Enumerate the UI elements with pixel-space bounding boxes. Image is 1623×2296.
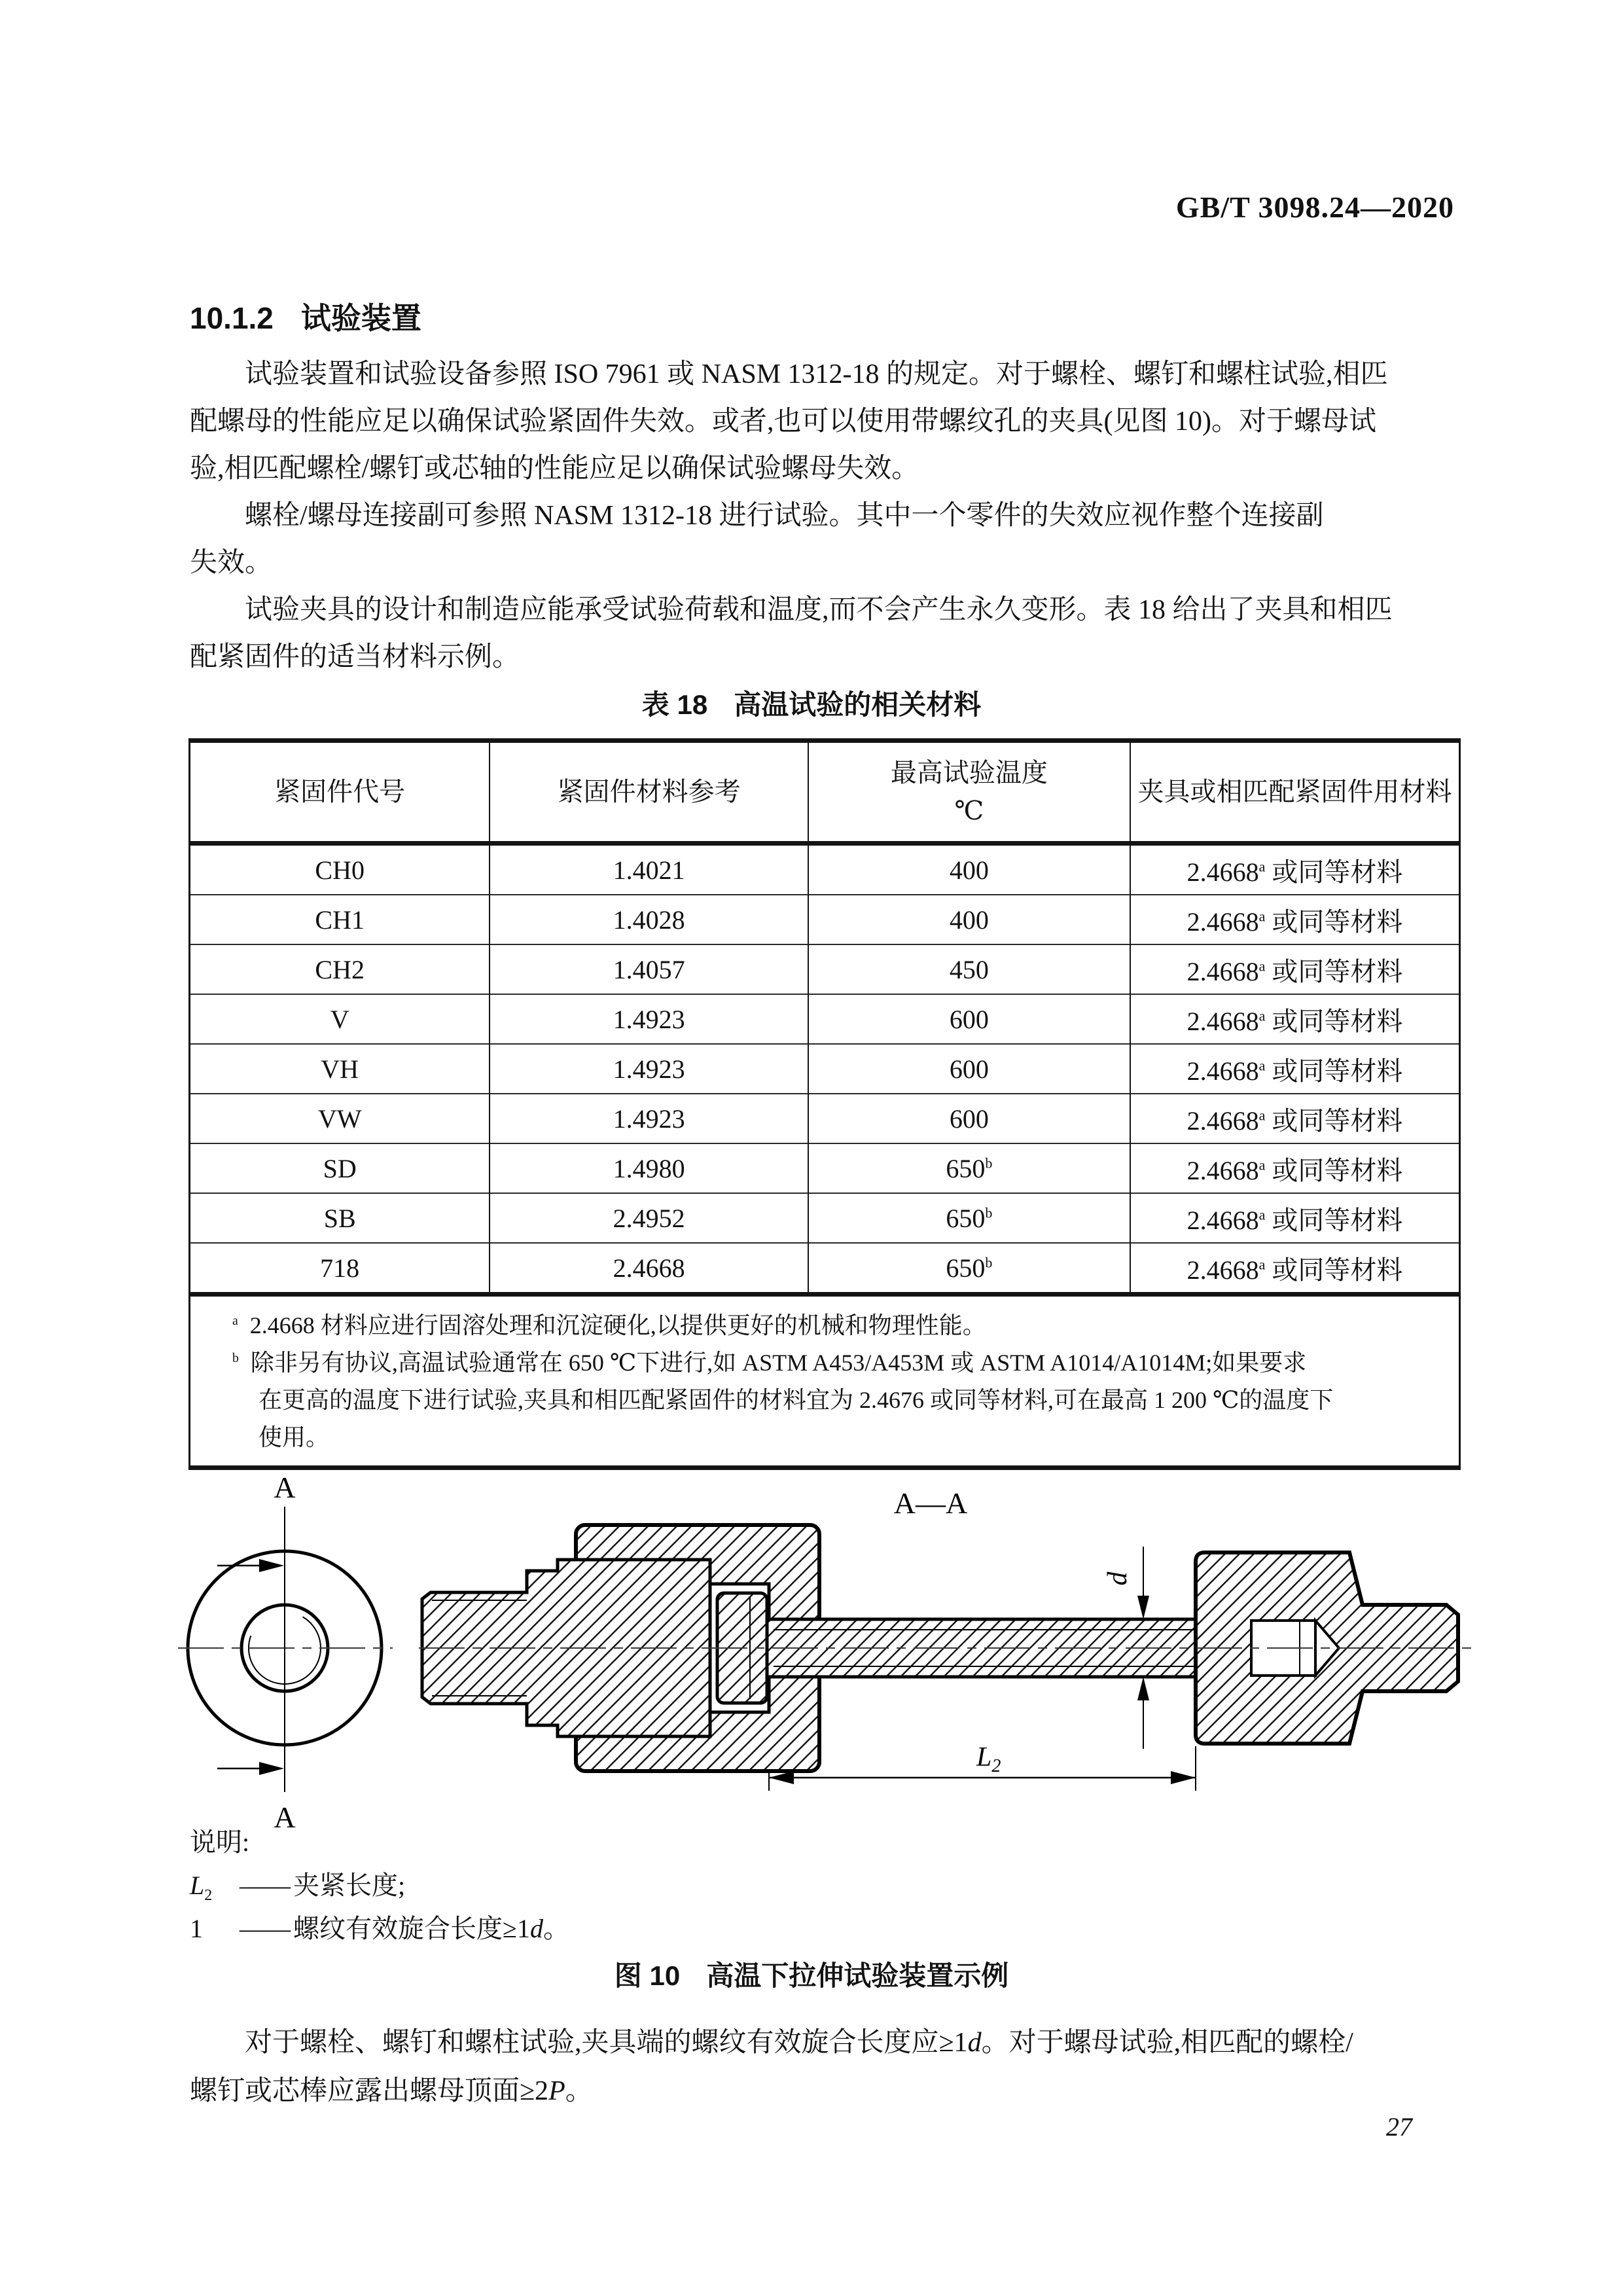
text-line: 配紧固件的适当材料示例。 [190,642,520,672]
text-line: 试验装置和试验设备参照 ISO 7961 或 NASM 1312-18 的规定。对于螺栓、螺钉和螺柱试验,相匹 [245,359,1388,389]
cell-material-ref: 1.4923 [490,1044,808,1094]
cell-fastener-code: VH [190,1044,490,1094]
table-row [190,1193,1459,1243]
l2-subscript: 2 [991,1756,1001,1776]
table-row [190,994,1459,1044]
label-l2 [976,1742,1001,1776]
label-a-top: A [274,1471,296,1504]
cell-fixture-material: 2.4668$^a$ 或同等材料 [1130,844,1459,895]
table-footnote: $^a$ 2.4668 材料应进行固溶处理和沉淀硬化,以提供更好的机械和物理性能。 [232,1312,986,1338]
cell-max-temp: 450 [808,944,1130,994]
table-row [190,1044,1459,1094]
table-title-text: 高温试验的相关材料 [734,689,982,720]
cell-max-temp: 650$^b$ [808,1243,1130,1295]
d-arrow-up [1137,1677,1149,1700]
cell-max-temp: 600 [808,1094,1130,1143]
cell-material-ref: 1.4980 [490,1143,808,1193]
paragraph-1 [190,351,1465,492]
cell-material-ref: 2.4668 [490,1243,808,1295]
table-row [190,944,1459,994]
figure-10-drawing [0,1466,1623,1833]
col-header-material-ref: 紧固件材料参考 [490,743,808,844]
standard-code: GB/T 3098.24—2020 [1175,190,1454,224]
cell-max-temp: 400 [808,844,1130,895]
figure-legend [190,1823,569,1948]
cell-fixture-material: 2.4668$^a$ 或同等材料 [1130,1044,1459,1094]
footnote-marker: a [232,1314,238,1328]
text-line: 试验夹具的设计和制造应能承受试验荷载和温度,而不会产生永久变形。表 18 给出了夹具和相匹 [245,595,1393,625]
col-header-max-temp-unit: ℃ [954,796,984,825]
legend-item: 1 —— 螺纹有效旋合长度≥1d。 [190,1914,569,1943]
cell-max-temp: 600 [808,1044,1130,1094]
paragraph-4 [190,2018,1465,2115]
cell-material-ref: 1.4923 [490,1094,808,1143]
cell-fixture-material: 2.4668$^a$ 或同等材料 [1130,1193,1459,1243]
section-heading [190,295,421,338]
table-label: 表 18 [641,689,708,720]
cell-fastener-code: SD [190,1143,490,1193]
label-a-bottom: A [274,1801,296,1833]
cell-fastener-code: CH1 [190,895,490,944]
page-number: 27 [1386,2112,1412,2142]
col-header-max-temp-line1: 最高试验温度 [890,758,1048,787]
table-row [190,1143,1459,1193]
cutting-arrow-bottom-head [259,1762,284,1775]
table-footnote: $^b$ 除非另有协议,高温试验通常在 650 ℃下进行,如 ASTM A453/A453M 或 ASTM A1014/A1014M;如果要求 在更高的温度下进行试验,夹具和相匹配紧固件的材料宜为 2.4676 或同等材料,可在最高 1 200 ℃的温度下 使用。 [232,1350,1334,1450]
text-line: 螺栓/螺母连接副可参照 NASM 1312-18 进行试验。其中一个零件的失效应视作整个连接副 [245,501,1324,531]
section-number: 10.1.2 [190,301,274,335]
materials-table [188,738,1461,1470]
col-header-fastener-code: 紧固件代号 [190,743,490,844]
col-header-max-temp [808,743,1130,844]
cell-fastener-code: SB [190,1193,490,1243]
cell-fixture-material: 2.4668$^a$ 或同等材料 [1130,1094,1459,1143]
cell-fastener-code: 718 [190,1243,490,1295]
table-footnotes [190,1297,1459,1465]
d-arrow-down [1137,1596,1149,1619]
cell-material-ref: 1.4923 [490,994,808,1044]
paragraph-2 [190,492,1465,586]
cell-fixture-material: 2.4668$^a$ 或同等材料 [1130,1143,1459,1193]
cell-fixture-material: 2.4668$^a$ 或同等材料 [1130,944,1459,994]
section-source-view [178,1471,393,1833]
l2-arrow-right [1171,1771,1196,1784]
label-d: d [1103,1571,1133,1586]
cell-max-temp: 650$^b$ [808,1193,1130,1243]
label-section-aa: A—A [893,1486,968,1520]
paragraph-3 [190,586,1465,681]
cutting-arrow-top-head [259,1559,284,1572]
table-body [190,844,1459,1295]
legend-item: $L_2$ —— 夹紧长度; [190,1871,406,1904]
cell-material-ref: 2.4952 [490,1193,808,1243]
cell-max-temp: 650$^b$ [808,1143,1130,1193]
table-row [190,1243,1459,1295]
section-title: 试验装置 [300,301,421,335]
cell-fastener-code: VW [190,1094,490,1143]
table-title [0,683,1623,723]
text-line: 验,相匹配螺栓/螺钉或芯轴的性能应足以确保试验螺母失效。 [190,454,919,484]
figure-legend-items [190,1867,569,1948]
cell-fixture-material: 2.4668$^a$ 或同等材料 [1130,1243,1459,1295]
dimension-l2 [769,1742,1196,1791]
l2-symbol: L [976,1742,992,1772]
legend-title: 说明: [190,1827,250,1857]
cell-fastener-code: CH0 [315,855,365,885]
table-header-row [190,743,1459,844]
cell-fastener-code: V [190,994,490,1044]
figure-label: 图 10 [614,1960,681,1991]
table-row [190,844,1459,895]
cell-fixture-material: 2.4668$^a$ 或同等材料 [1130,895,1459,944]
cell-material-ref: 1.4028 [490,895,808,944]
cell-max-temp: 400 [808,895,1130,944]
figure-caption-text: 高温下拉伸试验装置示例 [706,1960,1009,1991]
table-row [190,1094,1459,1143]
figure-caption [0,1954,1623,1994]
text-line: 对于螺栓、螺钉和螺柱试验,夹具端的螺纹有效旋合长度应≥1d。对于螺母试验,相匹配的螺栓/ [245,2028,1353,2058]
text-line: 螺钉或芯棒应露出螺母顶面≥2P。 [190,2076,593,2106]
table-row [190,895,1459,944]
cell-max-temp: 600 [808,994,1130,1044]
cell-material-ref: 1.4057 [490,944,808,994]
col-header-fixture-material: 夹具或相匹配紧固件用材料 [1130,743,1459,844]
text-line: 失效。 [190,548,273,578]
cell-fastener-code: CH2 [190,944,490,994]
cell-fixture-material: 2.4668$^a$ 或同等材料 [1130,994,1459,1044]
text-line: 配螺母的性能应足以确保试验紧固件失效。或者,也可以使用带螺纹孔的夹具(见图 10)。对于螺母试 [190,406,1376,437]
cell-material-ref: 1.4021 [490,844,808,895]
footnote-marker: b [232,1351,239,1365]
